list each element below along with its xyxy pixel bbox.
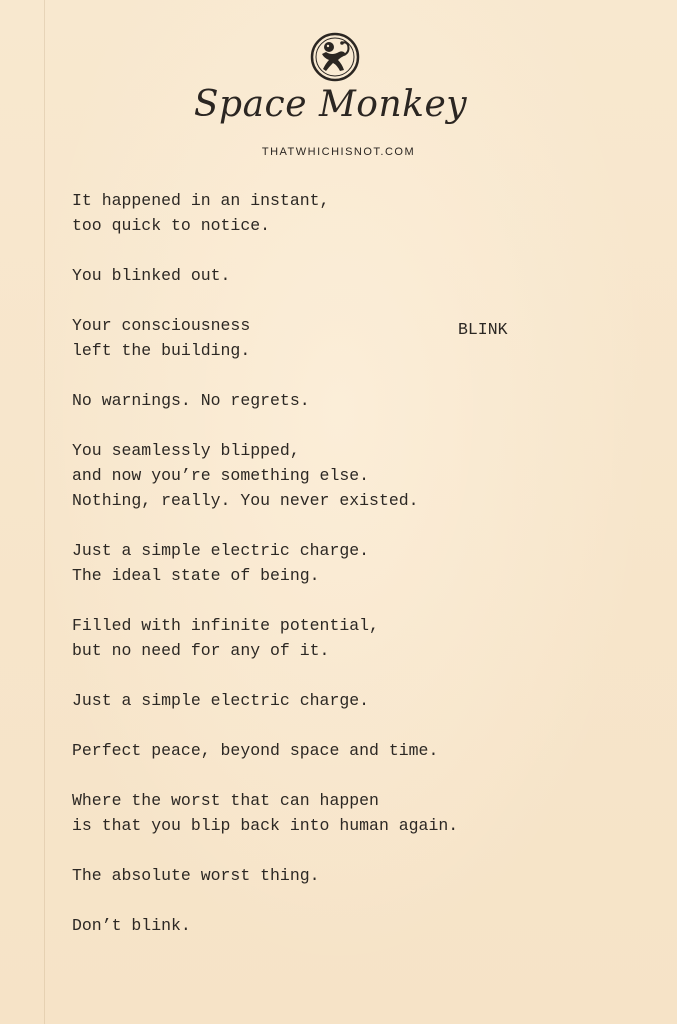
poem-line: You blinked out. <box>72 266 231 285</box>
poem-line: Perfect peace, beyond space and time. <box>72 741 439 760</box>
poem-line: Nothing, really. You never existed. <box>72 491 419 510</box>
space-monkey-logo-icon <box>308 30 362 84</box>
poem-stanza <box>72 738 592 763</box>
blink-aside: BLINK <box>458 320 508 339</box>
poem-stanza <box>72 388 592 413</box>
poem-line: Where the worst that can happen <box>72 791 379 810</box>
poem-line: The absolute worst thing. <box>72 866 320 885</box>
poem-stanza <box>72 863 592 888</box>
poem-stanza <box>72 188 592 238</box>
poem-line: and now you’re something else. <box>72 466 370 485</box>
poem-line: It happened in an instant, <box>72 191 330 210</box>
poem-line: Just a simple electric charge. <box>72 541 370 560</box>
poem-stanza <box>72 313 592 363</box>
poem-line: You seamlessly blipped, <box>72 441 300 460</box>
poem-line: too quick to notice. <box>72 216 271 235</box>
brand-title: Space Monkey <box>193 84 468 125</box>
poem-stanza <box>72 613 592 663</box>
poem-line: No warnings. No regrets. <box>72 391 310 410</box>
poem-stanza <box>72 538 592 588</box>
site-url: THATWHICHISNOT.COM <box>261 146 416 158</box>
poem-stanza <box>72 913 592 938</box>
poem-line: The ideal state of being. <box>72 566 320 585</box>
poem-stanza <box>72 438 592 513</box>
poem-stanza <box>72 263 592 288</box>
poem-body <box>72 188 592 963</box>
poem-line: left the building. <box>72 341 251 360</box>
poem-line: Don’t blink. <box>72 916 191 935</box>
poem-line: Your consciousness <box>72 316 251 335</box>
poem-line: Filled with infinite potential, <box>72 616 379 635</box>
poem-line: is that you blip back into human again. <box>72 816 459 835</box>
poem-stanza <box>72 688 592 713</box>
poem-stanza <box>72 788 592 838</box>
poem-line: but no need for any of it. <box>72 641 330 660</box>
poem-line: Just a simple electric charge. <box>72 691 370 710</box>
